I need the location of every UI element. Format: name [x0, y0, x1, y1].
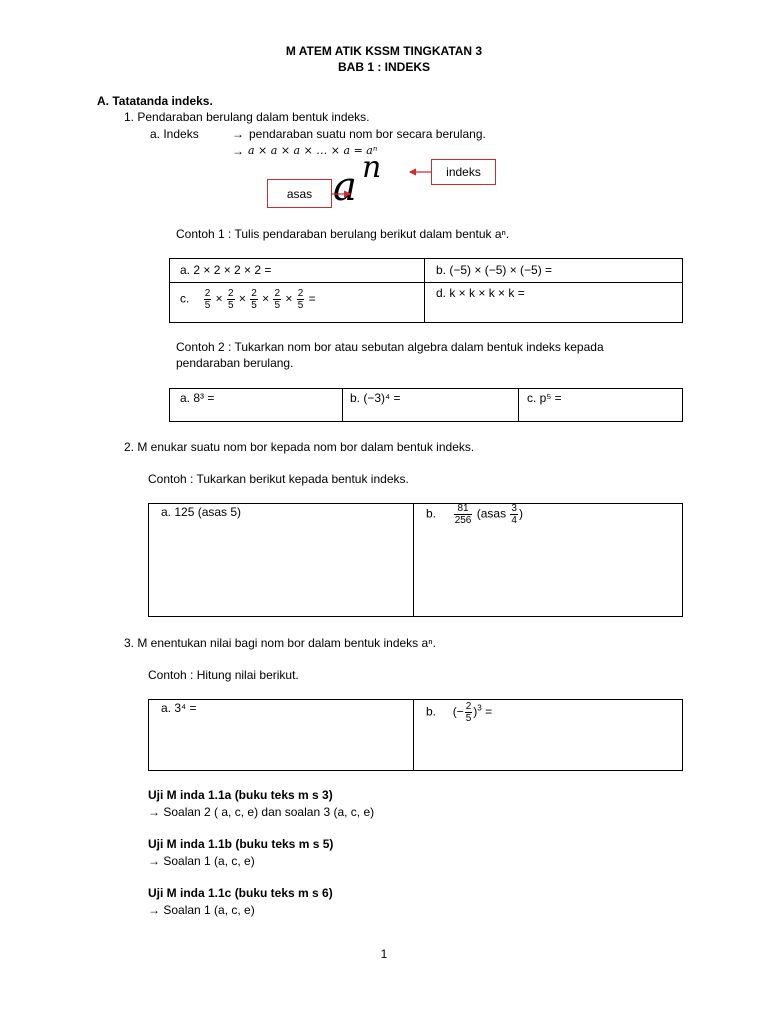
arrow-icon: → [232, 127, 244, 141]
item-3-a: a. 3⁴ = [161, 701, 197, 715]
uji-minda-detail: → Soalan 1 (a, c, e) [148, 854, 255, 868]
item-3-contoh: Contoh : Hitung nilai berikut. [148, 668, 299, 682]
contoh-1-a: a. 2 × 2 × 2 × 2 = [180, 263, 272, 277]
item-1a-label: a. Indeks [150, 127, 199, 141]
contoh-2-b: b. (−3)⁴ = [350, 391, 401, 405]
index-label: indeks [446, 165, 481, 179]
base-symbol: a [333, 164, 357, 210]
uji-minda-title: Uji M inda 1.1c (buku teks m s 6) [148, 886, 333, 900]
item-3-b: b. (− $\frac{2}{5}$ )$^3$ = [426, 701, 493, 724]
item-2-text: 2. M enukar suatu nom bor kepada nom bor dalam bentuk indeks. [124, 440, 475, 454]
contoh-1-c: c. $\frac{2}{5}$ × $\frac{2}{5}$ × $\frac{2}{5}$ × $\frac{2}{5}$ × $\frac{2}{5}$ = [180, 288, 316, 311]
contoh-1-text: Contoh 1 : Tulis pendaraban berulang berikut dalam bentuk aⁿ. [176, 227, 510, 241]
section-a-heading: A. Tatatanda indeks. [97, 94, 213, 108]
uji-minda-title: Uji M inda 1.1a (buku teks m s 3) [148, 788, 333, 802]
exponent-symbol: n [362, 150, 382, 185]
arrow-icon: → [148, 854, 160, 868]
item-3-table [148, 699, 683, 771]
base-label: asas [286, 186, 313, 201]
uji-minda-detail: → Soalan 1 (a, c, e) [148, 903, 255, 917]
item-2-table [148, 503, 683, 617]
item-3-text: 3. M enentukan nilai bagi nom bor dalam bentuk indeks aⁿ. [124, 636, 436, 650]
arrow-icon: → [148, 805, 160, 819]
chapter-title: BAB 1 : INDEKS [337, 60, 430, 74]
contoh-2-table [169, 388, 683, 422]
repeated-multiplication-formula: a × a × a × … × a = aⁿ [248, 144, 378, 157]
item-2-a: a. 125 (asas 5) [161, 505, 242, 519]
page-title: M ATEM ATIK KSSM TINGKATAN 3 [285, 44, 483, 58]
page-number: 1 [380, 947, 388, 961]
uji-minda-title: Uji M inda 1.1b (buku teks m s 5) [148, 837, 334, 851]
arrow-icon: → [148, 903, 160, 917]
item-2-contoh: Contoh : Tukarkan berikut kepada bentuk indeks. [148, 472, 409, 486]
item-1a-text: pendaraban suatu nom bor secara berulang. [249, 127, 486, 141]
uji-minda-detail: → Soalan 2 ( a, c, e) dan soalan 3 (a, c, e) [148, 805, 375, 819]
item-1-text: 1. Pendaraban berulang dalam bentuk indeks. [124, 110, 370, 124]
contoh-1-d: d. k × k × k × k = [436, 286, 525, 300]
contoh-2-a: a. 8³ = [180, 391, 215, 405]
contoh-1-b: b. (−5) × (−5) × (−5) = [436, 263, 553, 277]
contoh-2-text-line1: Contoh 2 : Tukarkan nom bor atau sebutan algebra dalam bentuk indeks kepada [176, 340, 604, 354]
contoh-2-text-line2: pendaraban berulang. [176, 356, 294, 370]
item-2-b: b. $\frac{81}{256}$ (asas $\frac{3}{4}$ ) [426, 503, 523, 526]
contoh-2-c: c. p⁵ = [527, 391, 562, 405]
arrow-icon: → [232, 144, 244, 158]
